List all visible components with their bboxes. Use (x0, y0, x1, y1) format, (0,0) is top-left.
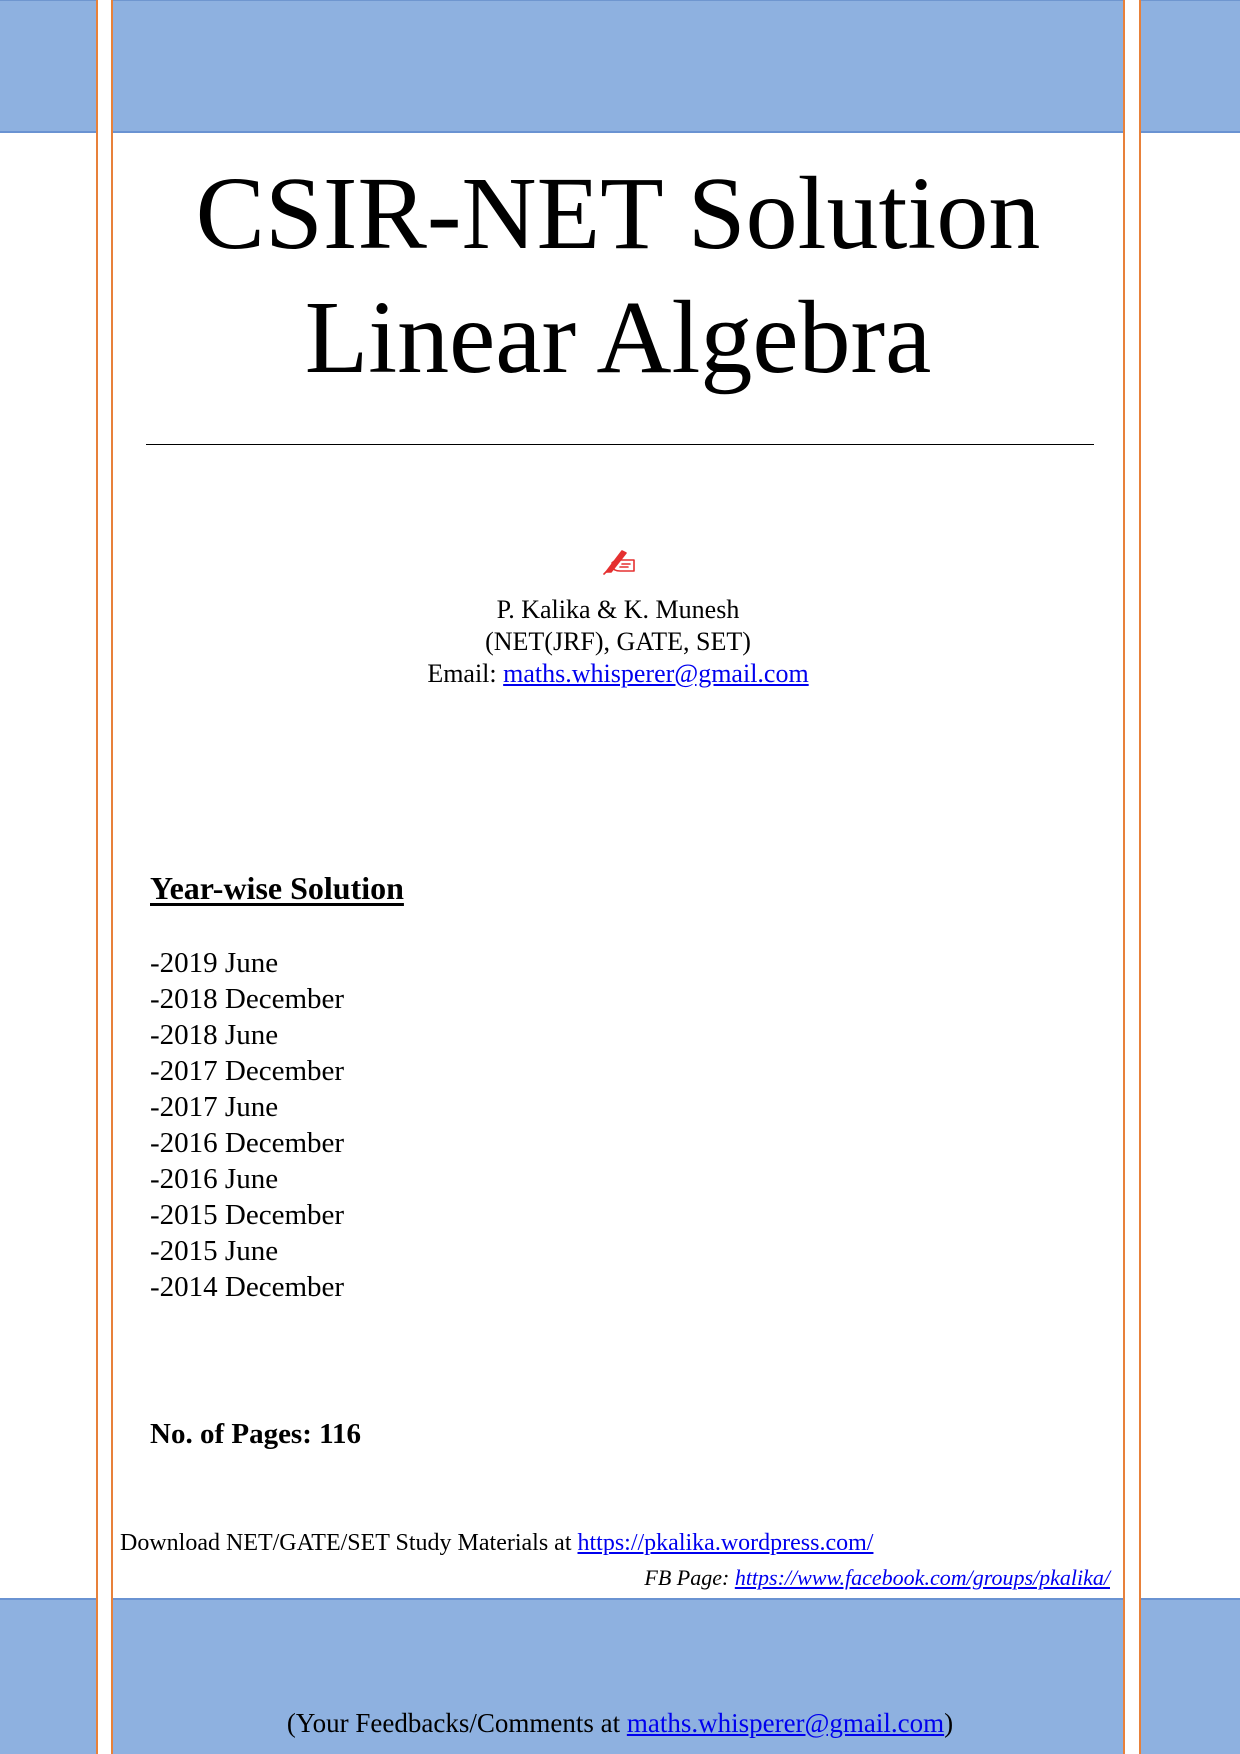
feedback-suffix: ) (944, 1708, 954, 1738)
year-item: -2017 December (150, 1055, 345, 1087)
yearwise-heading: Year-wise Solution (150, 870, 404, 906)
wordpress-link[interactable]: https://pkalika.wordpress.com/ (577, 1530, 874, 1556)
top-blue-band (0, 0, 1240, 133)
download-text: Download NET/GATE/SET Study Materials at (120, 1530, 578, 1556)
year-item: -2016 December (150, 1127, 345, 1159)
right-orange-border (1123, 0, 1141, 1754)
year-item: -2018 June (150, 1019, 279, 1051)
year-item: -2014 December (150, 1271, 345, 1303)
title-divider (146, 444, 1094, 445)
author-names: P. Kalika & K. Munesh (496, 595, 740, 624)
fb-page-line (644, 1565, 1110, 1591)
author-email-link[interactable]: maths.whisperer@gmail.com (503, 659, 809, 688)
left-orange-border (96, 0, 113, 1754)
email-label: Email: (427, 659, 504, 688)
feedback-email-link[interactable]: maths.whisperer@gmail.com (626, 1708, 945, 1738)
fb-label: FB Page: (644, 1565, 735, 1590)
writing-hand-icon (600, 545, 640, 575)
year-item: -2016 June (150, 1163, 279, 1195)
year-item: -2015 June (150, 1235, 279, 1267)
facebook-link[interactable]: https://www.facebook.com/groups/pkalika/ (734, 1565, 1110, 1590)
author-qualifications: (NET(JRF), GATE, SET) (485, 627, 751, 656)
download-line (120, 1530, 873, 1557)
title-line-2: Linear Algebra (304, 280, 932, 395)
title-line-1: CSIR-NET Solution (195, 156, 1041, 271)
feedback-line (0, 1708, 1240, 1739)
year-item: -2017 June (150, 1091, 279, 1123)
year-item: -2015 December (150, 1199, 345, 1231)
author-block (113, 594, 1123, 690)
year-item: -2018 December (150, 983, 345, 1015)
author-email-line (113, 658, 1123, 690)
yearwise-list (150, 945, 344, 1305)
year-item: -2019 June (150, 947, 279, 979)
feedback-prefix: (Your Feedbacks/Comments at (286, 1708, 627, 1738)
page-count: No. of Pages: 116 (150, 1418, 362, 1450)
